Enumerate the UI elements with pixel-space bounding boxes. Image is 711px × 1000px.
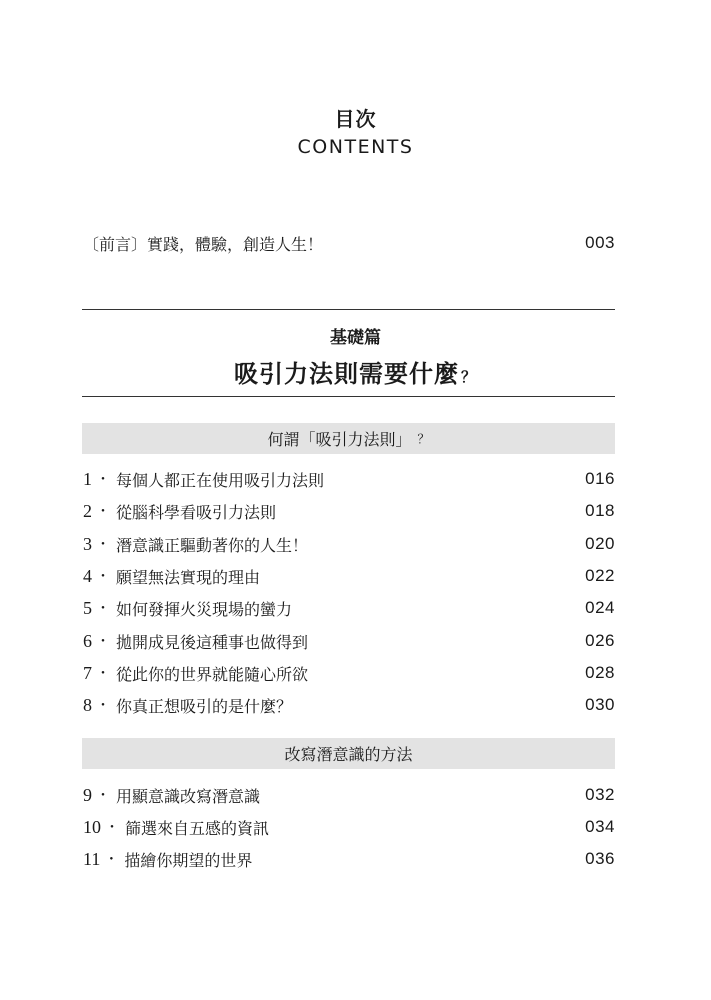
part-title [0,354,711,389]
toc-entry-separator: ・ [96,666,110,682]
toc-entry-label: 你真正想吸引的是什麼？ [116,696,293,716]
toc-entry-page: 028 [585,663,615,682]
toc-entry-label: 〔前言〕實踐，體驗，創造人生！ [83,234,324,254]
toc-entry-label: 每個人都正在使用吸引力法則 [116,470,325,490]
toc-entry-page: 016 [585,469,615,488]
toc-entry[interactable] [83,531,615,557]
toc-entry-page: 026 [585,631,615,650]
toc-entry-label: 潛意識正驅動著你的人生！ [116,535,309,555]
toc-entry-label: 拋開成見後這種事也做得到 [116,632,309,652]
toc-entry[interactable] [83,692,615,718]
toc-entry[interactable] [83,563,615,589]
toc-entry-page: 022 [585,566,615,585]
toc-entry[interactable] [83,628,615,654]
section-header [82,423,615,454]
toc-entry-label: 從此你的世界就能隨心所欲 [116,664,309,684]
toc-entry-separator: ・ [96,601,110,617]
part-label: 基礎篇 [330,328,381,348]
toc-entry-page: 024 [585,598,615,617]
toc-entry-label: 用顯意識改寫潛意識 [116,786,261,806]
part-title-mark: ？ [460,368,477,386]
page-title: 目次 [334,107,377,131]
toc-entry-label: 願望無法實現的理由 [116,567,261,587]
toc-entry-number: 9 [83,784,92,805]
toc-entry-page: 032 [585,785,615,804]
toc-entry-preface[interactable] [83,230,615,256]
toc-entry-separator: ・ [96,634,110,650]
toc-entry-page: 003 [585,233,615,252]
toc-entry-page: 030 [585,695,615,714]
toc-entry-label: 從腦科學看吸引力法則 [116,502,277,522]
toc-entry-page: 020 [585,534,615,553]
toc-entry[interactable] [83,498,615,524]
toc-entry-number: 6 [83,630,92,651]
toc-entry[interactable] [83,814,615,840]
toc-entry-label: 描繪你期望的世界 [124,850,253,870]
toc-entry-label: 如何發揮火災現場的蠻力 [116,599,293,619]
part-title-text: 吸引力法則需要什麼 [233,360,459,388]
section-title-mark: ？ [417,432,430,446]
toc-entry[interactable] [83,595,615,621]
toc-entry[interactable] [83,782,615,808]
toc-entry-number: 7 [83,662,92,683]
toc-entry-label: 篩選來自五感的資訊 [125,818,270,838]
toc-entry-number: 4 [83,565,92,586]
divider-top [82,309,615,310]
toc-entry-number: 1 [83,468,92,489]
toc-entry-number: 5 [83,597,92,618]
toc-entry-separator: ・ [96,569,110,585]
toc-entry-page: 018 [585,501,615,520]
toc-entry-number: 2 [83,500,92,521]
page-subtitle: CONTENTS [297,136,414,158]
toc-entry-number: 3 [83,533,92,554]
toc-entry-page: 036 [585,849,615,868]
divider-bottom [82,396,615,397]
toc-entry[interactable] [83,660,615,686]
toc-entry-separator: ・ [96,504,110,520]
toc-entry-separator: ・ [96,698,110,714]
toc-entry-number: 10 [83,816,101,837]
section-title: 何謂「吸引力法則」 [267,430,412,449]
toc-entry[interactable] [83,466,615,492]
toc-entry-separator: ・ [96,537,110,553]
toc-entry[interactable] [83,846,615,872]
toc-entry-separator: ・ [105,820,119,836]
section-header [82,738,615,769]
section-title: 改寫潛意識的方法 [284,745,413,764]
toc-entry-number: 11 [83,848,101,869]
toc-entry-separator: ・ [96,472,110,488]
toc-entry-page: 034 [585,817,615,836]
toc-entry-separator: ・ [104,852,119,868]
toc-entry-number: 8 [83,694,92,715]
toc-entry-separator: ・ [96,788,110,804]
